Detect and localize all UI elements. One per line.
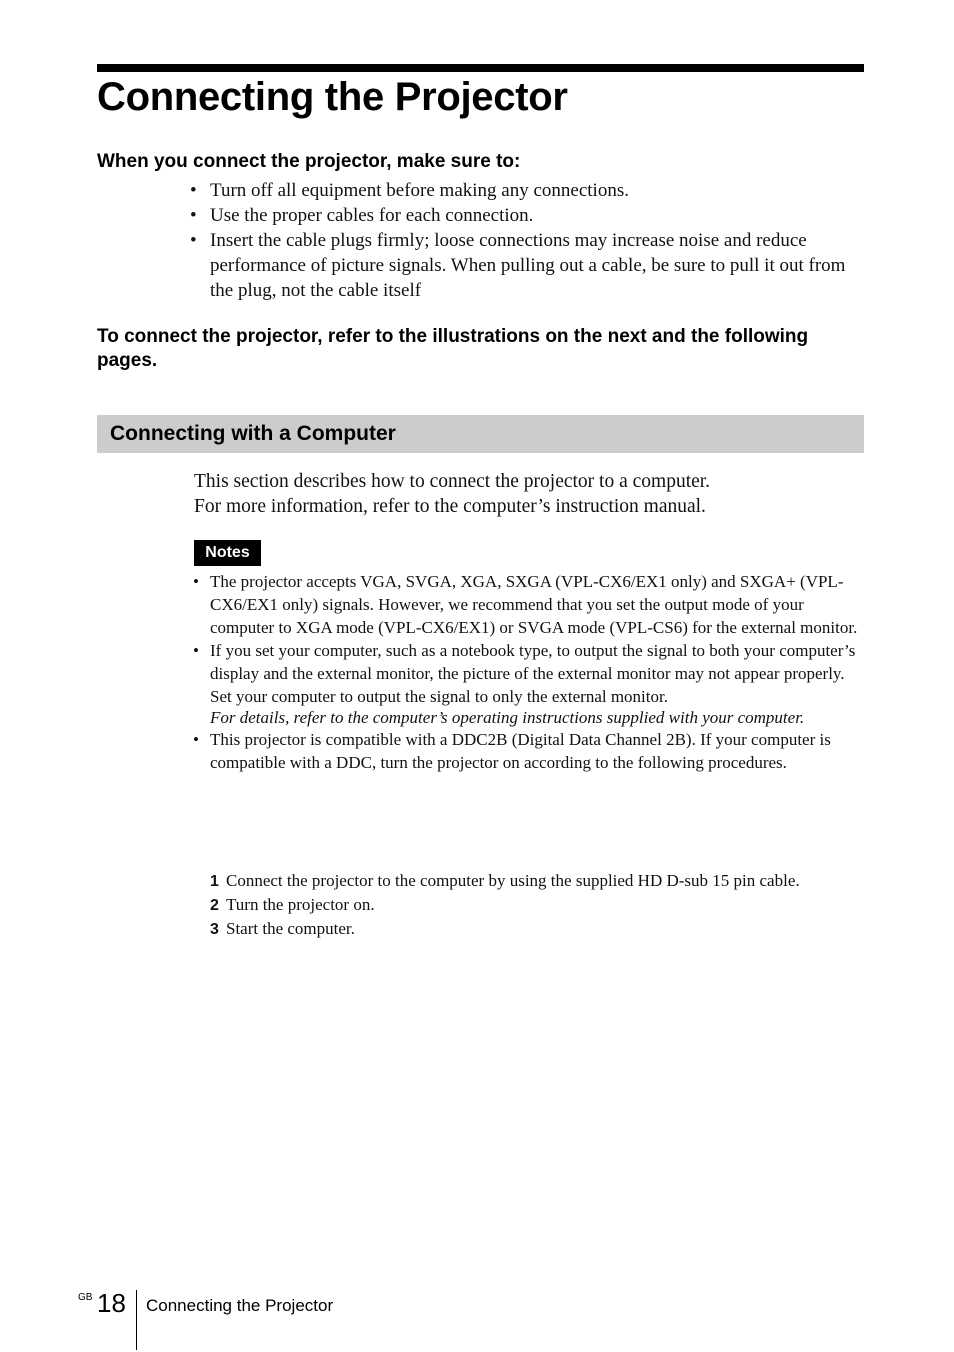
step-text: Start the computer. [226, 919, 355, 938]
note-text: If you set your computer, such as a notebook type, to output the signal to both your computer’s display and the external monitor, the picture of the external monitor may not appear properly. Set your computer to output the signal to only the external monitor. [210, 641, 856, 706]
footer-region-code: GB [78, 1292, 93, 1303]
step-text: Connect the projector to the computer by using the supplied HD D-sub 15 pin cable. [226, 871, 800, 890]
step-item [210, 893, 880, 917]
bullet-icon: • [193, 572, 199, 591]
bullet-icon: • [193, 730, 199, 749]
note-item [190, 570, 870, 639]
note-text: The projector accepts VGA, SVGA, XGA, SXGA (VPL-CX6/EX1 only) and SXGA+ (VPL-CX6/EX1 only) signals. However, we recommend that you set the output mode of your computer to XGA mode (VPL-CX6/EX1) or SVGA mode (VPL-CS6) for the external monitor. [210, 572, 858, 637]
checklist-item [190, 203, 870, 228]
intro-line: This section describes how to connect the projector to a computer. [194, 471, 711, 492]
checklist-item [190, 228, 870, 303]
page-number: 18 [97, 1288, 126, 1318]
checklist [190, 178, 870, 303]
step-text: Turn the projector on. [226, 895, 375, 914]
step-number: 3 [210, 921, 219, 938]
step-item [210, 917, 880, 941]
intro-line: For more information, refer to the computer’s instruction manual. [194, 496, 706, 517]
page-title: Connecting the Projector [97, 75, 568, 119]
footer-divider [136, 1290, 137, 1350]
checklist-item-text: Turn off all equipment before making any connections. [210, 180, 629, 201]
section-title: Connecting with a Computer [110, 422, 396, 445]
step-number: 1 [210, 873, 219, 890]
note-text: This projector is compatible with a DDC2B (Digital Data Channel 2B). If your computer is compatible with a DDC, turn the projector on according to the following procedures. [210, 730, 831, 772]
notes-list [190, 570, 870, 774]
steps-list [210, 869, 880, 941]
checklist-item-text: Use the proper cables for each connection. [210, 205, 534, 226]
step-number: 2 [210, 897, 219, 914]
step-item [210, 869, 880, 893]
footer-section-label: Connecting the Projector [146, 1296, 334, 1315]
bullet-icon: • [190, 205, 197, 226]
section-header [97, 415, 864, 453]
note-item [190, 639, 870, 728]
bullet-icon: • [190, 180, 197, 201]
checklist-heading: When you connect the projector, make sure to: [97, 151, 521, 172]
section-intro [194, 469, 854, 519]
bullet-icon: • [193, 641, 199, 660]
checklist-item [190, 178, 870, 203]
note-item [190, 728, 870, 774]
bullet-icon: • [190, 230, 197, 251]
note-detail: For details, refer to the computer’s operating instructions supplied with your computer. [210, 708, 805, 727]
checklist-item-text: Insert the cable plugs firmly; loose connections may increase noise and reduce performance of picture signals. When pulling out a cable, be sure to pull it out from the plug, not the cable itself [210, 230, 846, 301]
instruction-heading: To connect the projector, refer to the illustrations on the next and the following pages. [97, 326, 809, 371]
notes-badge: Notes [194, 540, 261, 566]
